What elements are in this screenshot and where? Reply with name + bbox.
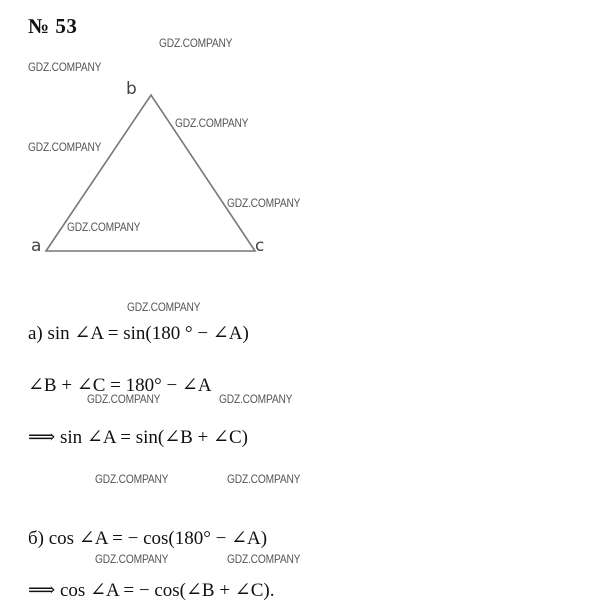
solution-line-sin-result: ⟹ sin ∠A = sin(∠B + ∠C) bbox=[28, 427, 248, 448]
watermark: GDZ.COMPANY bbox=[28, 140, 102, 154]
solution-line-a: а) sin ∠A = sin(180 ° − ∠A) bbox=[28, 323, 249, 344]
watermark: GDZ.COMPANY bbox=[87, 392, 161, 406]
watermark: GDZ.COMPANY bbox=[159, 36, 233, 50]
watermark: GDZ.COMPANY bbox=[227, 552, 301, 566]
watermark: GDZ.COMPANY bbox=[227, 472, 301, 486]
watermark: GDZ.COMPANY bbox=[219, 392, 293, 406]
solution-line-cos-result: ⟹ cos ∠A = − cos(∠B + ∠C). bbox=[28, 580, 275, 601]
vertex-label-a: a bbox=[31, 236, 42, 256]
watermark: GDZ.COMPANY bbox=[175, 116, 249, 130]
watermark: GDZ.COMPANY bbox=[28, 60, 102, 74]
vertex-label-c: c bbox=[255, 236, 265, 256]
watermark: GDZ.COMPANY bbox=[127, 300, 201, 314]
vertex-label-b: b bbox=[126, 79, 137, 99]
watermark: GDZ.COMPANY bbox=[227, 196, 301, 210]
problem-number: № 53 bbox=[28, 14, 78, 38]
solution-line-b: б) cos ∠A = − cos(180° − ∠A) bbox=[28, 528, 268, 549]
solution-line-angle-sum: ∠B + ∠C = 180° − ∠A bbox=[28, 375, 212, 396]
watermark: GDZ.COMPANY bbox=[67, 220, 141, 234]
watermark: GDZ.COMPANY bbox=[95, 472, 169, 486]
watermark: GDZ.COMPANY bbox=[95, 552, 169, 566]
